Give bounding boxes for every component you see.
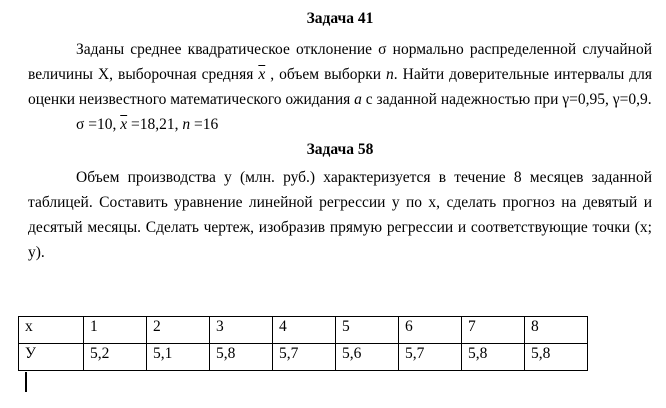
task41-title: Задача 41 [306, 10, 374, 27]
task41-given [28, 112, 652, 137]
table-cell-x: 4 [273, 317, 336, 344]
given-n-symbol: n [182, 116, 191, 133]
table-cell-y: 5,7 [399, 344, 462, 371]
regression-data-table [18, 316, 588, 371]
given-xbar-value: =18,21, [127, 116, 183, 133]
table-row-x [19, 317, 588, 344]
table-cell-y: 5,6 [336, 344, 399, 371]
table-cell-x: 5 [336, 317, 399, 344]
document-page [28, 0, 652, 265]
table-cell-x: 1 [84, 317, 147, 344]
table-cell-x: 7 [462, 317, 525, 344]
task58-paragraph: Объем производства у (млн. руб.) характеризуется в течение 8 месяцев заданной таблицей. Составить уравнение линейной регрессии у по х, сделать прогноз на девятый и десятый месяцы. Сделать чертеж, изобразив прямую регрессии и соответствующие точки (х; у). [28, 169, 652, 261]
task41-paragraph [28, 37, 652, 112]
table-cell-x: 6 [399, 317, 462, 344]
table-cell-x: 3 [210, 317, 273, 344]
task58-title: Задача 58 [306, 141, 374, 158]
text-cursor [25, 372, 27, 392]
given-xbar-symbol: $\overline{x}$ [120, 116, 128, 133]
table-cell-y: 5,7 [273, 344, 336, 371]
table-cell-y: 5,2 [84, 344, 147, 371]
xbar-symbol: $\overline{x}$ [258, 66, 266, 83]
given-sigma: σ =10, [76, 116, 121, 133]
table-row-y [19, 344, 588, 371]
task41-text-d: с заданной надежностью при γ=0,95, γ=0,9. [361, 91, 652, 108]
task41-text-c: . Найти доверительные интервалы для оценки неизвестного математического ожидания [28, 66, 652, 108]
table-cell-y: 5,8 [210, 344, 273, 371]
table-header-x: х [19, 317, 84, 344]
table-cell-y: 5,8 [525, 344, 588, 371]
table-cell-y: 5,8 [462, 344, 525, 371]
task41-text-b: , объем выборки [265, 66, 387, 83]
table-cell-x: 8 [525, 317, 588, 344]
table-cell-x: 2 [147, 317, 210, 344]
table-cell-y: 5,1 [147, 344, 210, 371]
a-symbol: a [354, 91, 362, 108]
n-symbol: n [386, 66, 394, 83]
task41-text-a: Заданы среднее квадратическое отклонение σ нормально распределенной случайной величины X, выборочная средняя [28, 41, 652, 83]
given-n-value: =16 [190, 116, 219, 133]
table-header-y: У [19, 344, 84, 371]
